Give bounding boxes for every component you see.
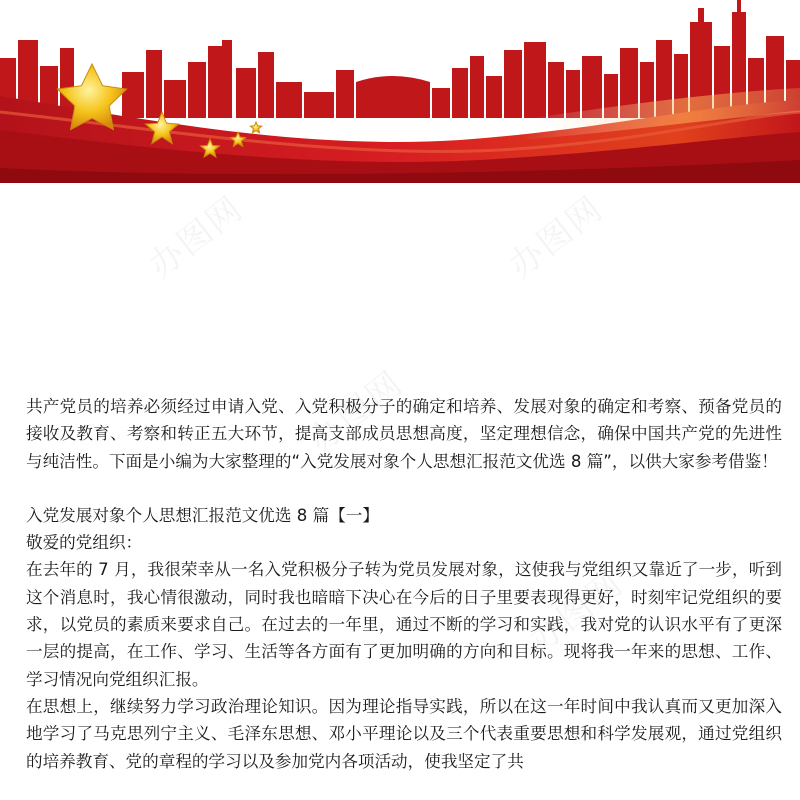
watermark-text: 办图网 bbox=[141, 188, 252, 287]
salutation: 敬爱的党组织： bbox=[26, 533, 143, 553]
document-body bbox=[26, 393, 782, 775]
watermark-text: 办图网 bbox=[301, 363, 412, 462]
body-paragraph-2: 在思想上，继续努力学习政治理论知识。因为理论指导实践，所以在这一年时间中我认真而又更加深入地学习了马克思列宁主义、毛泽东思想、邓小平理论以及三个代表重要思想和科学发展观，通过党组织的培养教育、党的章程的学习以及参加党内各项活动，使我坚定了共 bbox=[26, 696, 782, 771]
banner-graphic bbox=[0, 0, 800, 183]
header-banner bbox=[0, 0, 800, 183]
section-title: 入党发展对象个人思想汇报范文优选 8 篇【一】 bbox=[26, 505, 379, 525]
watermark-text: 办图网 bbox=[501, 188, 612, 287]
watermark-text: 办图网 bbox=[521, 563, 632, 662]
body-paragraph-1: 在去年的 7 月，我很荣幸从一名入党积极分子转为党员发展对象，这使我与党组织又靠近了一步，听到这个消息时，我心情很激动，同时我也暗暗下决心在今后的日子里要表现得更好，时刻牢记党组织的要求，以党员的素质来要求自己。在过去的一年里，通过不断的学习和实践，我对党的认识水平有了更深一层的提高，在工作、学习、生活等各方面有了更加明确的方向和目标。现将我一年来的思想、工作、学习情况向党组织汇报。 bbox=[26, 560, 782, 689]
paragraph-spacer bbox=[26, 475, 782, 502]
intro-paragraph: 共产党员的培养必须经过申请入党、入党积极分子的确定和培养、发展对象的确定和考察、预备党员的接收及教育、考察和转正五大环节，提高支部成员思想高度，坚定理想信念，确保中国共产党的先进性与纯洁性。下面是小编为大家整理的“入党发展对象个人思想汇报范文优选 8 篇”，以供大家参考借鉴！ bbox=[26, 397, 782, 471]
